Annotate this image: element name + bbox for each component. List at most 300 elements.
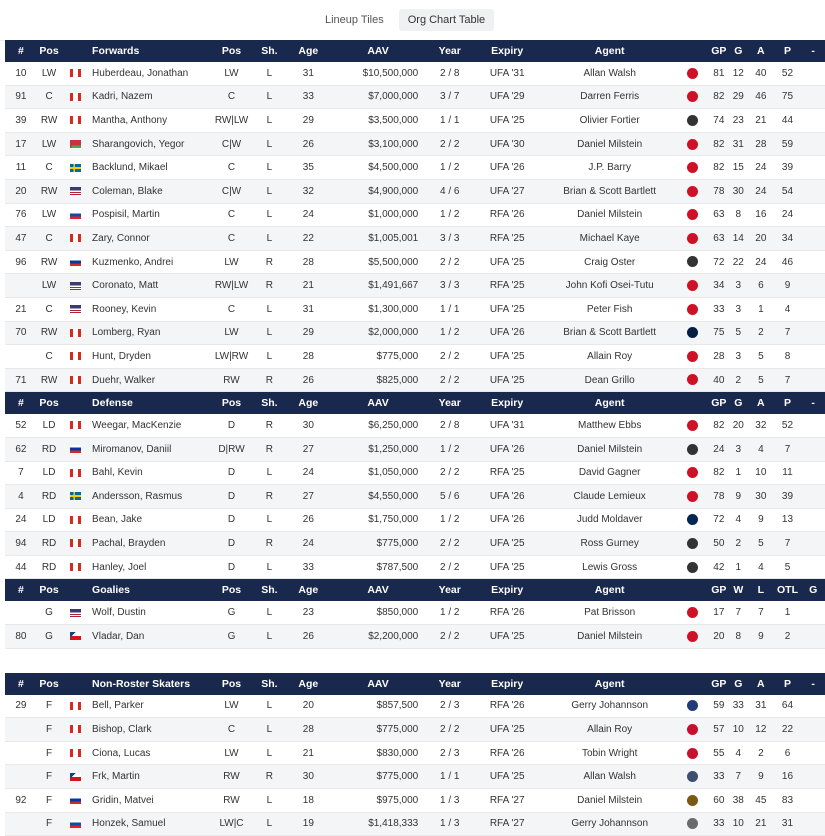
player-row[interactable] xyxy=(5,601,825,624)
team-logo-cell xyxy=(676,297,709,321)
stat-value: 24 xyxy=(774,203,802,227)
eligible-positions: LW xyxy=(213,62,250,85)
expiry: UFA '25 xyxy=(471,368,543,392)
age: 33 xyxy=(289,85,328,109)
age: 31 xyxy=(289,297,328,321)
header-pos2[interactable]: Pos xyxy=(213,579,250,601)
contract-year: 1 / 2 xyxy=(428,321,471,345)
header-age[interactable]: Age xyxy=(289,392,328,414)
flag-cell xyxy=(61,132,90,156)
header-expiry[interactable]: Expiry xyxy=(471,392,543,414)
flag-cell xyxy=(61,625,90,649)
stat-value: 20 xyxy=(729,414,748,437)
player-row[interactable] xyxy=(5,345,825,369)
header-flag xyxy=(61,579,90,601)
player-row[interactable] xyxy=(5,85,825,109)
stat-value: 55 xyxy=(709,741,728,765)
stat-value: 60 xyxy=(709,789,728,813)
header-stat[interactable]: - xyxy=(801,392,825,414)
player-row[interactable] xyxy=(5,203,825,227)
player-row[interactable] xyxy=(5,132,825,156)
vancouver-giants-logo-icon xyxy=(687,818,698,829)
header-stat[interactable]: GP xyxy=(709,40,728,62)
player-row[interactable] xyxy=(5,179,825,203)
player-name[interactable]: Coronato, Matt xyxy=(90,274,213,298)
stat-value: 4 xyxy=(748,437,774,461)
stat-value: 4 xyxy=(774,297,802,321)
age: 31 xyxy=(289,62,328,85)
player-name[interactable]: Lomberg, Ryan xyxy=(90,321,213,345)
header-group[interactable]: Non-Roster Skaters xyxy=(90,673,213,695)
eligible-positions: D xyxy=(213,555,250,579)
header-agent[interactable]: Agent xyxy=(543,673,676,695)
aav: $7,000,000 xyxy=(328,85,428,109)
eligible-positions: G xyxy=(213,625,250,649)
stat-value: 30 xyxy=(729,179,748,203)
header-pos[interactable]: Pos xyxy=(37,673,62,695)
contract-year: 1 / 2 xyxy=(428,437,471,461)
shoots: R xyxy=(250,532,289,556)
jersey-number xyxy=(5,765,37,789)
calgary-flames-logo-icon xyxy=(687,68,698,79)
expiry: UFA '25 xyxy=(471,532,543,556)
contract-year: 1 / 1 xyxy=(428,765,471,789)
nhl-logo-icon xyxy=(687,562,698,573)
stat-value: 33 xyxy=(729,695,748,718)
player-name[interactable]: Coleman, Blake xyxy=(90,179,213,203)
shoots: L xyxy=(250,203,289,227)
stat-value: 16 xyxy=(748,203,774,227)
contract-year: 2 / 2 xyxy=(428,532,471,556)
player-row[interactable] xyxy=(5,718,825,742)
player-name[interactable]: Huberdeau, Jonathan xyxy=(90,62,213,85)
header-stat[interactable]: G xyxy=(801,579,825,601)
header-pos2[interactable]: Pos xyxy=(213,392,250,414)
header-stat[interactable]: GP xyxy=(709,392,728,414)
header-sh[interactable]: Sh. xyxy=(250,392,289,414)
calgary-flames-logo-icon xyxy=(687,607,698,618)
stat-value: 17 xyxy=(709,601,728,624)
player-row[interactable] xyxy=(5,625,825,649)
flag-cell xyxy=(61,741,90,765)
stat-value: 32 xyxy=(748,414,774,437)
player-name[interactable]: Hanley, Joel xyxy=(90,555,213,579)
table-header-row xyxy=(5,579,825,601)
player-name[interactable]: Bishop, Clark xyxy=(90,718,213,742)
player-name[interactable]: Wolf, Dustin xyxy=(90,601,213,624)
age: 19 xyxy=(289,812,328,836)
calgary-flames-logo-icon xyxy=(687,420,698,431)
header-stat[interactable]: A xyxy=(748,392,774,414)
agent: Allan Walsh xyxy=(543,62,676,85)
expiry: UFA '27 xyxy=(471,179,543,203)
player-name[interactable]: Kadri, Nazem xyxy=(90,85,213,109)
stat-value: 9 xyxy=(748,508,774,532)
shoots: R xyxy=(250,414,289,437)
header-agent[interactable]: Agent xyxy=(543,579,676,601)
header-stat[interactable]: G xyxy=(729,392,748,414)
eligible-positions: D xyxy=(213,508,250,532)
player-name[interactable]: Miromanov, Daniil xyxy=(90,437,213,461)
stat-value: 13 xyxy=(774,508,802,532)
player-row[interactable] xyxy=(5,109,825,133)
expiry: UFA '25 xyxy=(471,109,543,133)
player-name[interactable]: Bell, Parker xyxy=(90,695,213,718)
stat-value: 24 xyxy=(709,437,728,461)
stat-value: 11 xyxy=(774,461,802,485)
header-agent[interactable]: Agent xyxy=(543,392,676,414)
player-name[interactable]: Zary, Connor xyxy=(90,227,213,251)
player-name[interactable]: Weegar, MacKenzie xyxy=(90,414,213,437)
view-toggle-bar xyxy=(0,0,810,41)
flag-russia-icon xyxy=(70,445,81,453)
agent: Allain Roy xyxy=(543,345,676,369)
header-stat[interactable]: P xyxy=(774,392,802,414)
stat-value xyxy=(801,203,825,227)
aav: $1,005,001 xyxy=(328,227,428,251)
header-stat[interactable]: G xyxy=(729,40,748,62)
player-row[interactable] xyxy=(5,227,825,251)
player-name[interactable]: Kuzmenko, Andrei xyxy=(90,250,213,274)
player-row[interactable] xyxy=(5,485,825,509)
header-year[interactable]: Year xyxy=(428,40,471,62)
team-logo-cell xyxy=(676,485,709,509)
header-aav[interactable]: AAV xyxy=(328,579,428,601)
player-name[interactable]: Bahl, Kevin xyxy=(90,461,213,485)
shoots: R xyxy=(250,274,289,298)
header-pos[interactable]: Pos xyxy=(37,40,62,62)
position: C xyxy=(37,297,62,321)
aav: $775,000 xyxy=(328,765,428,789)
jersey-number: 24 xyxy=(5,508,37,532)
player-row[interactable] xyxy=(5,437,825,461)
header-stat[interactable]: A xyxy=(748,673,774,695)
player-name[interactable]: Honzek, Samuel xyxy=(90,812,213,836)
calgary-flames-logo-icon xyxy=(687,304,698,315)
agent: John Kofi Osei-Tutu xyxy=(543,274,676,298)
stat-value: 42 xyxy=(709,555,728,579)
agent: Daniel Milstein xyxy=(543,625,676,649)
header-group[interactable]: Defense xyxy=(90,392,213,414)
stat-value: 7 xyxy=(774,437,802,461)
stat-value: 16 xyxy=(774,765,802,789)
team-logo-cell xyxy=(676,625,709,649)
shoots: R xyxy=(250,368,289,392)
age: 21 xyxy=(289,274,328,298)
eligible-positions: LW xyxy=(213,695,250,718)
position: F xyxy=(37,812,62,836)
player-row[interactable] xyxy=(5,62,825,85)
player-row[interactable] xyxy=(5,156,825,180)
contract-year: 1 / 2 xyxy=(428,601,471,624)
header-agent[interactable]: Agent xyxy=(543,40,676,62)
tab-lineup-tiles[interactable]: Lineup Tiles xyxy=(325,14,384,26)
shoots: L xyxy=(250,227,289,251)
header-age[interactable]: Age xyxy=(289,40,328,62)
position: F xyxy=(37,789,62,813)
aav: $2,000,000 xyxy=(328,321,428,345)
header-stat[interactable]: G xyxy=(729,673,748,695)
jersey-number xyxy=(5,812,37,836)
player-name[interactable]: Vladar, Dan xyxy=(90,625,213,649)
jersey-number: 80 xyxy=(5,625,37,649)
calgary-flames-logo-icon xyxy=(687,491,698,502)
header-age[interactable]: Age xyxy=(289,673,328,695)
stat-value: 7 xyxy=(774,532,802,556)
position: RW xyxy=(37,109,62,133)
calgary-flames-logo-icon xyxy=(687,162,698,173)
stat-value xyxy=(801,62,825,85)
stat-value: 10 xyxy=(729,718,748,742)
jersey-number: 44 xyxy=(5,555,37,579)
header-stat[interactable]: OTL xyxy=(774,579,802,601)
position: RW xyxy=(37,179,62,203)
stat-value: 81 xyxy=(709,62,728,85)
player-name[interactable]: Sharangovich, Yegor xyxy=(90,132,213,156)
player-row[interactable] xyxy=(5,250,825,274)
contract-year: 2 / 3 xyxy=(428,741,471,765)
player-row[interactable] xyxy=(5,765,825,789)
header-expiry[interactable]: Expiry xyxy=(471,40,543,62)
age: 30 xyxy=(289,414,328,437)
player-row[interactable] xyxy=(5,368,825,392)
header-stat[interactable]: - xyxy=(801,40,825,62)
expiry: UFA '25 xyxy=(471,718,543,742)
team-logo-cell xyxy=(676,156,709,180)
agent: David Gagner xyxy=(543,461,676,485)
player-row[interactable] xyxy=(5,812,825,836)
stat-value: 59 xyxy=(774,132,802,156)
player-name[interactable]: Duehr, Walker xyxy=(90,368,213,392)
position: RD xyxy=(37,532,62,556)
header-expiry[interactable]: Expiry xyxy=(471,579,543,601)
stat-value: 39 xyxy=(774,156,802,180)
shoots: L xyxy=(250,321,289,345)
player-name[interactable]: Ciona, Lucas xyxy=(90,741,213,765)
eligible-positions: RW|LW xyxy=(213,109,250,133)
stat-value: 9 xyxy=(748,765,774,789)
contract-year: 5 / 6 xyxy=(428,485,471,509)
flag-cell xyxy=(61,274,90,298)
flag-cell xyxy=(61,555,90,579)
player-name[interactable]: Frk, Martin xyxy=(90,765,213,789)
header-stat[interactable]: W xyxy=(729,579,748,601)
team-logo-cell xyxy=(676,179,709,203)
player-row[interactable] xyxy=(5,555,825,579)
stat-value xyxy=(801,437,825,461)
player-row[interactable] xyxy=(5,321,825,345)
flag-canada-icon xyxy=(70,352,81,360)
header-aav[interactable]: AAV xyxy=(328,392,428,414)
header-year[interactable]: Year xyxy=(428,392,471,414)
tri-city-americans-logo-icon xyxy=(687,700,698,711)
team-logo-cell xyxy=(676,812,709,836)
agent: Gerry Johannson xyxy=(543,695,676,718)
stat-value: 4 xyxy=(729,741,748,765)
eligible-positions: RW xyxy=(213,789,250,813)
stat-value xyxy=(801,297,825,321)
aav: $6,250,000 xyxy=(328,414,428,437)
stat-value: 44 xyxy=(774,109,802,133)
stat-value: 21 xyxy=(748,109,774,133)
header-pos2[interactable]: Pos xyxy=(213,673,250,695)
stat-value: 9 xyxy=(748,625,774,649)
stat-value: 63 xyxy=(709,203,728,227)
stat-value: 72 xyxy=(709,250,728,274)
header-group[interactable]: Goalies xyxy=(90,579,213,601)
contract-year: 2 / 2 xyxy=(428,345,471,369)
jersey-number: 96 xyxy=(5,250,37,274)
age: 18 xyxy=(289,789,328,813)
aav: $1,050,000 xyxy=(328,461,428,485)
header-stat[interactable]: L xyxy=(748,579,774,601)
header-year[interactable]: Year xyxy=(428,579,471,601)
jersey-number: 17 xyxy=(5,132,37,156)
header-num[interactable]: # xyxy=(5,579,37,601)
stat-value xyxy=(801,368,825,392)
agent: J.P. Barry xyxy=(543,156,676,180)
age: 27 xyxy=(289,485,328,509)
player-name[interactable]: Pospisil, Martin xyxy=(90,203,213,227)
jersey-number xyxy=(5,274,37,298)
agent: Allan Walsh xyxy=(543,765,676,789)
tab-org-chart-table[interactable]: Org Chart Table xyxy=(399,9,494,31)
header-stat[interactable]: P xyxy=(774,40,802,62)
contract-year: 2 / 2 xyxy=(428,368,471,392)
team-logo-cell xyxy=(676,203,709,227)
team-logo-cell xyxy=(676,368,709,392)
stat-value: 5 xyxy=(748,532,774,556)
player-name[interactable]: Mantha, Anthony xyxy=(90,109,213,133)
stat-value: 28 xyxy=(709,345,728,369)
agent: Ross Gurney xyxy=(543,532,676,556)
age: 21 xyxy=(289,741,328,765)
header-pos[interactable]: Pos xyxy=(37,392,62,414)
player-name[interactable]: Hunt, Dryden xyxy=(90,345,213,369)
header-num[interactable]: # xyxy=(5,40,37,62)
table-header-row xyxy=(5,392,825,414)
team-logo-cell xyxy=(676,321,709,345)
header-stat[interactable]: GP xyxy=(709,673,728,695)
stat-value xyxy=(801,532,825,556)
flag-canada-icon xyxy=(70,116,81,124)
position: F xyxy=(37,718,62,742)
player-row[interactable] xyxy=(5,274,825,298)
header-num[interactable]: # xyxy=(5,673,37,695)
header-sh[interactable]: Sh. xyxy=(250,579,289,601)
aav: $10,500,000 xyxy=(328,62,428,85)
stat-value: 3 xyxy=(729,437,748,461)
header-num[interactable]: # xyxy=(5,392,37,414)
org-chart-tables xyxy=(5,40,818,836)
team-logo-cell xyxy=(676,109,709,133)
header-flag xyxy=(61,40,90,62)
header-aav[interactable]: AAV xyxy=(328,673,428,695)
stat-value: 29 xyxy=(729,85,748,109)
team-logo-cell xyxy=(676,695,709,718)
header-aav[interactable]: AAV xyxy=(328,40,428,62)
expiry: RFA '25 xyxy=(471,461,543,485)
flag-cell xyxy=(61,62,90,85)
stat-value: 12 xyxy=(729,62,748,85)
player-row[interactable] xyxy=(5,414,825,437)
stat-value: 8 xyxy=(774,345,802,369)
position: LD xyxy=(37,461,62,485)
header-expiry[interactable]: Expiry xyxy=(471,673,543,695)
expiry: UFA '26 xyxy=(471,321,543,345)
header-flag xyxy=(61,392,90,414)
flag-usa-icon xyxy=(70,305,81,313)
stat-value: 8 xyxy=(729,203,748,227)
contract-year: 1 / 3 xyxy=(428,812,471,836)
header-pos[interactable]: Pos xyxy=(37,579,62,601)
player-row[interactable] xyxy=(5,695,825,718)
header-stat[interactable]: A xyxy=(748,40,774,62)
flag-canada-icon xyxy=(70,702,81,710)
shoots: R xyxy=(250,765,289,789)
player-row[interactable] xyxy=(5,461,825,485)
calgary-flames-logo-icon xyxy=(687,631,698,642)
eligible-positions: D xyxy=(213,485,250,509)
flag-cell xyxy=(61,179,90,203)
player-name[interactable]: Pachal, Brayden xyxy=(90,532,213,556)
player-row[interactable] xyxy=(5,741,825,765)
stat-value xyxy=(801,485,825,509)
shoots: L xyxy=(250,345,289,369)
flag-cell xyxy=(61,765,90,789)
stat-value: 34 xyxy=(774,227,802,251)
stat-value: 10 xyxy=(748,461,774,485)
header-stat[interactable]: - xyxy=(801,673,825,695)
player-name[interactable]: Backlund, Mikael xyxy=(90,156,213,180)
shoots: L xyxy=(250,625,289,649)
player-name[interactable]: Bean, Jake xyxy=(90,508,213,532)
stat-value: 6 xyxy=(774,741,802,765)
age: 26 xyxy=(289,368,328,392)
stat-value xyxy=(801,85,825,109)
player-row[interactable] xyxy=(5,508,825,532)
flag-cell xyxy=(61,532,90,556)
shoots: R xyxy=(250,250,289,274)
position: C xyxy=(37,156,62,180)
header-group[interactable]: Forwards xyxy=(90,40,213,62)
stat-value xyxy=(801,695,825,718)
team-logo-cell xyxy=(676,227,709,251)
stat-value: 3 xyxy=(729,345,748,369)
stat-value: 12 xyxy=(748,718,774,742)
stat-value: 5 xyxy=(748,368,774,392)
player-name[interactable]: Andersson, Rasmus xyxy=(90,485,213,509)
player-row[interactable] xyxy=(5,532,825,556)
header-sh[interactable]: Sh. xyxy=(250,40,289,62)
aav: $4,550,000 xyxy=(328,485,428,509)
player-name[interactable]: Rooney, Kevin xyxy=(90,297,213,321)
shoots: L xyxy=(250,297,289,321)
header-age[interactable]: Age xyxy=(289,579,328,601)
position: C xyxy=(37,345,62,369)
expiry: RFA '26 xyxy=(471,741,543,765)
header-sh[interactable]: Sh. xyxy=(250,673,289,695)
header-year[interactable]: Year xyxy=(428,673,471,695)
header-stat[interactable]: P xyxy=(774,673,802,695)
contract-year: 2 / 2 xyxy=(428,250,471,274)
header-pos2[interactable]: Pos xyxy=(213,40,250,62)
player-row[interactable] xyxy=(5,297,825,321)
flag-cell xyxy=(61,297,90,321)
header-stat[interactable]: GP xyxy=(709,579,728,601)
player-name[interactable]: Gridin, Matvei xyxy=(90,789,213,813)
player-row[interactable] xyxy=(5,789,825,813)
